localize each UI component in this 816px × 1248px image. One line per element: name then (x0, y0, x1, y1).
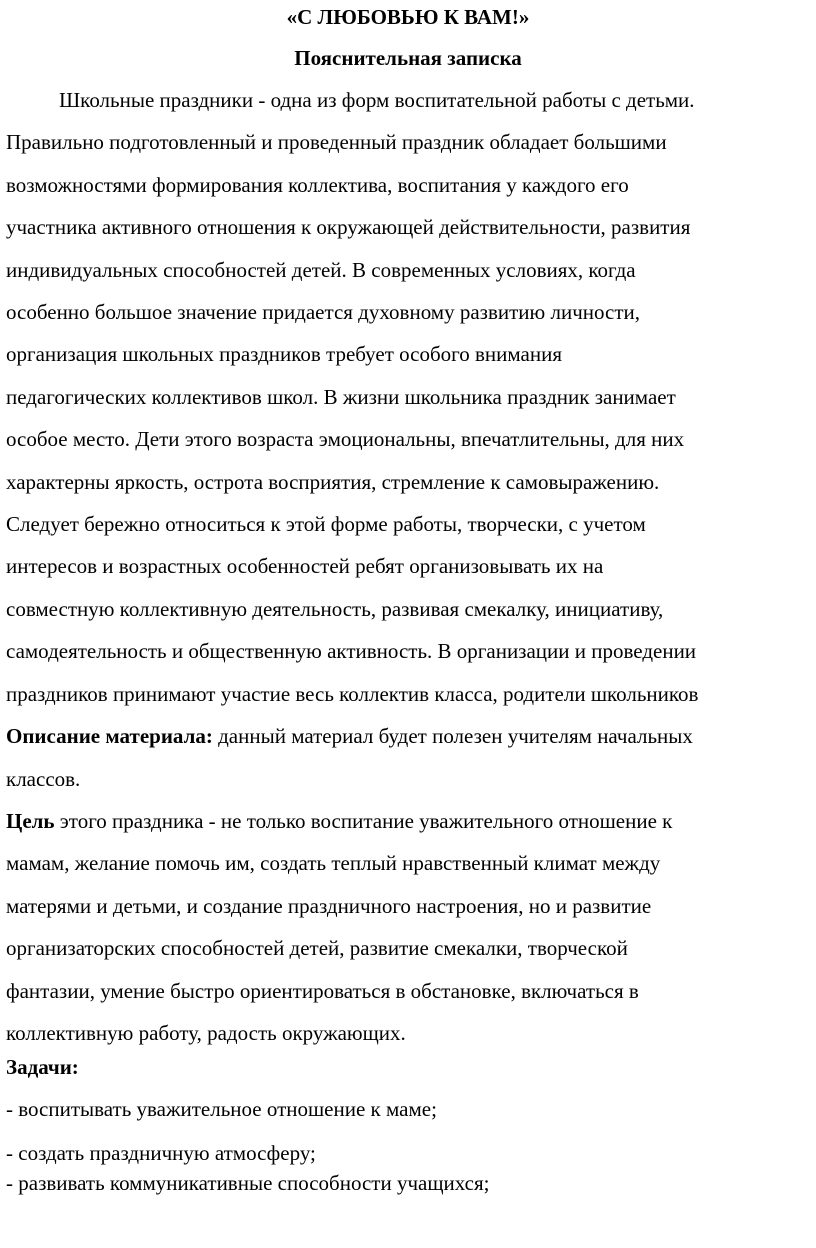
intro-line: праздников принимают участие весь коллектив класса, родители школьников (6, 681, 699, 706)
intro-line: Правильно подготовленный и проведенный праздник обладает большими (6, 130, 667, 155)
goal-paragraph (6, 800, 812, 1054)
description-text: данный материал будет полезен учителям начальных (212, 724, 693, 749)
intro-line: Школьные праздники - одна из форм воспитательной работы с детьми. (59, 88, 695, 112)
intro-paragraph (6, 79, 812, 715)
task-item: - создать праздничную атмосферу; (6, 1141, 316, 1165)
intro-line: индивидуальных способностей детей. В современных условиях, когда (6, 257, 636, 282)
description-line (6, 715, 812, 757)
goal-line: организаторских способностей детей, развитие смекалки, творческой (6, 936, 628, 961)
intro-line: педагогических коллективов школ. В жизни школьника праздник занимает (6, 384, 676, 409)
goal-label: Цель (6, 808, 55, 833)
document-subtitle: Пояснительная записка (294, 46, 522, 70)
description-label: Описание материала: (6, 724, 213, 749)
intro-line: интересов и возрастных особенностей ребят организовывать их на (6, 554, 604, 579)
goal-line: фантазии, умение быстро ориентироваться в обстановке, включаться в (6, 978, 639, 1003)
intro-line: характерны яркость, острота восприятия, стремление к самовыражению. (6, 469, 660, 494)
goal-line: матерями и детьми, и создание праздничного настроения, но и развитие (6, 893, 652, 918)
intro-line: Следует бережно относиться к этой форме работы, творчески, с учетом (6, 512, 646, 537)
document-body (6, 79, 812, 1054)
document-title: «С ЛЮБОВЬЮ К ВАМ!» (286, 5, 530, 29)
intro-line: самодеятельность и общественную активность. В организации и проведении (6, 639, 697, 664)
goal-line: мамам, желание помочь им, создать теплый нравственный климат между (6, 851, 661, 876)
goal-line: коллективную работу, радость окружающих. (6, 1020, 406, 1045)
intro-line: участника активного отношения к окружающей действительности, развития (6, 215, 691, 240)
intro-line: возможностями формирования коллектива, воспитания у каждого его (6, 172, 629, 197)
goal-text: этого праздника - не только воспитание уважительного отношение к (54, 808, 673, 833)
description-paragraph (6, 715, 812, 800)
goal-line (6, 800, 812, 842)
task-item: - развивать коммуникативные способности учащихся; (6, 1171, 490, 1195)
tasks-label: Задачи: (6, 1055, 79, 1079)
intro-line: совместную коллективную деятельность, развивая смекалку, инициативу, (6, 596, 664, 621)
intro-line: организация школьных праздников требует особого внимания (6, 342, 563, 367)
intro-line: особенно большое значение придается духовному развитию личности, (6, 300, 640, 325)
intro-line: особое место. Дети этого возраста эмоциональны, впечатлительны, для них (6, 427, 685, 452)
task-item: - воспитывать уважительное отношение к маме; (6, 1097, 437, 1121)
description-line: классов. (6, 766, 81, 791)
